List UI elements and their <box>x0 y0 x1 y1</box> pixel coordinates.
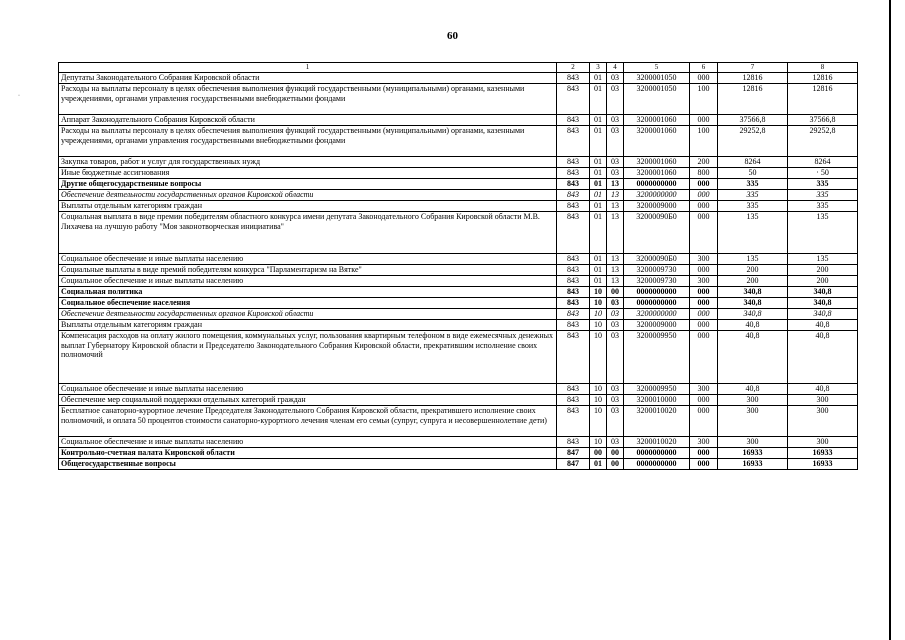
row-sum-1: 335 <box>718 190 788 201</box>
table-row <box>59 448 858 459</box>
row-target: 3200000000 <box>624 190 690 201</box>
row-section: 10 <box>590 395 607 406</box>
row-subsection: 13 <box>607 201 624 212</box>
row-subsection: 03 <box>607 73 624 84</box>
row-target: 0000000000 <box>624 179 690 190</box>
row-expense-type: 000 <box>690 287 718 298</box>
row-subsection: 03 <box>607 437 624 448</box>
scan-speck: · <box>18 93 20 99</box>
row-target: 3200009950 <box>624 384 690 395</box>
row-sum-2: 200 <box>788 265 858 276</box>
row-sum-2: 200 <box>788 276 858 287</box>
table-row <box>59 179 858 190</box>
row-expense-type: 000 <box>690 309 718 320</box>
row-section: 01 <box>590 168 607 179</box>
table-row <box>59 126 858 157</box>
row-grbs: 843 <box>557 115 590 126</box>
row-grbs: 843 <box>557 190 590 201</box>
row-expense-type: 000 <box>690 73 718 84</box>
row-name: Социальная политика <box>59 287 557 298</box>
row-subsection: 03 <box>607 115 624 126</box>
row-name: Закупка товаров, работ и услуг для государственных нужд <box>59 157 557 168</box>
row-subsection: 03 <box>607 168 624 179</box>
table-row <box>59 331 858 384</box>
row-sum-2: 12816 <box>788 73 858 84</box>
row-grbs: 843 <box>557 331 590 384</box>
row-expense-type: 000 <box>690 265 718 276</box>
row-subsection: 13 <box>607 179 624 190</box>
row-name: Социальная выплата в виде премии победителям областного конкурса имени депутата Законодательного Собрания Кировской области М.В. Лихачева на лучшую работу "Моя законотворческая инициатива" <box>59 212 557 254</box>
row-sum-1: 12816 <box>718 84 788 115</box>
row-subsection: 03 <box>607 331 624 384</box>
budget-table <box>58 62 858 470</box>
row-target: 3200001060 <box>624 157 690 168</box>
row-name: Аппарат Законодательного Собрания Кировской области <box>59 115 557 126</box>
row-target: 3200001050 <box>624 84 690 115</box>
row-sum-1: 8264 <box>718 157 788 168</box>
row-expense-type: 000 <box>690 179 718 190</box>
row-sum-1: 200 <box>718 276 788 287</box>
row-grbs: 847 <box>557 448 590 459</box>
row-sum-2: · 50 <box>788 168 858 179</box>
page-number: 60 <box>447 30 458 42</box>
row-section: 10 <box>590 384 607 395</box>
row-sum-1: 335 <box>718 179 788 190</box>
table-row <box>59 265 858 276</box>
row-target: 0000000000 <box>624 287 690 298</box>
row-expense-type: 000 <box>690 201 718 212</box>
row-grbs: 843 <box>557 212 590 254</box>
row-name: Социальное обеспечение и иные выплаты населению <box>59 254 557 265</box>
row-grbs: 847 <box>557 459 590 470</box>
row-grbs: 843 <box>557 126 590 157</box>
row-sum-2: 40,8 <box>788 331 858 384</box>
row-subsection: 03 <box>607 384 624 395</box>
row-sum-1: 40,8 <box>718 331 788 384</box>
row-expense-type: 000 <box>690 448 718 459</box>
row-grbs: 843 <box>557 320 590 331</box>
row-grbs: 843 <box>557 73 590 84</box>
row-target: 32000090Б0 <box>624 254 690 265</box>
row-name: Другие общегосударственные вопросы <box>59 179 557 190</box>
row-grbs: 843 <box>557 84 590 115</box>
row-section: 01 <box>590 84 607 115</box>
row-subsection: 13 <box>607 276 624 287</box>
row-expense-type: 000 <box>690 395 718 406</box>
row-subsection: 13 <box>607 265 624 276</box>
row-section: 01 <box>590 179 607 190</box>
row-sum-2: 340,8 <box>788 287 858 298</box>
row-sum-2: 135 <box>788 212 858 254</box>
row-target: 3200001050 <box>624 73 690 84</box>
col-header-6: 6 <box>690 63 718 73</box>
row-name: Бесплатное санаторно-курортное лечение Председателя Законодательного Собрания Кировской области, прекратившего исполнение своих полномочий, и оплата 50 процентов стоимости санаторно-курортного лечения членам его семьи (супруг, супруга и несовершеннолетние дети) <box>59 406 557 437</box>
row-sum-1: 12816 <box>718 73 788 84</box>
row-grbs: 843 <box>557 254 590 265</box>
row-sum-1: 340,8 <box>718 298 788 309</box>
row-section: 01 <box>590 115 607 126</box>
row-sum-2: 12816 <box>788 84 858 115</box>
row-target: 0000000000 <box>624 448 690 459</box>
row-name: Иные бюджетные ассигнования <box>59 168 557 179</box>
table-row <box>59 157 858 168</box>
row-name: Обеспечение мер социальной поддержки отдельных категорий граждан <box>59 395 557 406</box>
row-subsection: 03 <box>607 320 624 331</box>
row-subsection: 03 <box>607 84 624 115</box>
row-subsection: 13 <box>607 254 624 265</box>
row-section: 01 <box>590 190 607 201</box>
row-section: 10 <box>590 309 607 320</box>
row-expense-type: 300 <box>690 254 718 265</box>
row-expense-type: 000 <box>690 212 718 254</box>
row-target: 3200010000 <box>624 395 690 406</box>
row-sum-1: 37566,8 <box>718 115 788 126</box>
row-sum-2: 340,8 <box>788 309 858 320</box>
row-sum-1: 300 <box>718 406 788 437</box>
row-section: 01 <box>590 276 607 287</box>
table-row <box>59 190 858 201</box>
row-sum-2: 8264 <box>788 157 858 168</box>
row-sum-1: 335 <box>718 201 788 212</box>
row-grbs: 843 <box>557 395 590 406</box>
row-sum-1: 135 <box>718 212 788 254</box>
row-sum-1: 40,8 <box>718 384 788 395</box>
row-target: 3200009000 <box>624 320 690 331</box>
table-row <box>59 320 858 331</box>
row-target: 3200001060 <box>624 126 690 157</box>
row-grbs: 843 <box>557 157 590 168</box>
row-sum-2: 40,8 <box>788 384 858 395</box>
row-subsection: 03 <box>607 126 624 157</box>
row-expense-type: 000 <box>690 298 718 309</box>
row-target: 0000000000 <box>624 459 690 470</box>
row-sum-1: 300 <box>718 437 788 448</box>
row-sum-2: 335 <box>788 190 858 201</box>
row-name: Депутаты Законодательного Собрания Кировской области <box>59 73 557 84</box>
row-expense-type: 800 <box>690 168 718 179</box>
col-header-4: 4 <box>607 63 624 73</box>
row-sum-2: 40,8 <box>788 320 858 331</box>
row-section: 10 <box>590 287 607 298</box>
col-header-1: 1 <box>59 63 557 73</box>
row-target: 3200009950 <box>624 331 690 384</box>
row-target: 3200000000 <box>624 309 690 320</box>
col-header-3: 3 <box>590 63 607 73</box>
row-subsection: 03 <box>607 309 624 320</box>
row-sum-1: 340,8 <box>718 309 788 320</box>
row-sum-2: 300 <box>788 395 858 406</box>
row-subsection: 13 <box>607 190 624 201</box>
row-name: Выплаты отдельным категориям граждан <box>59 320 557 331</box>
row-grbs: 843 <box>557 298 590 309</box>
row-section: 10 <box>590 320 607 331</box>
row-subsection: 03 <box>607 395 624 406</box>
row-target: 0000000000 <box>624 298 690 309</box>
row-expense-type: 000 <box>690 331 718 384</box>
row-grbs: 843 <box>557 384 590 395</box>
row-target: 32000090Б0 <box>624 212 690 254</box>
row-section: 10 <box>590 331 607 384</box>
row-section: 01 <box>590 201 607 212</box>
row-sum-2: 135 <box>788 254 858 265</box>
row-sum-2: 16933 <box>788 448 858 459</box>
table-row <box>59 437 858 448</box>
row-sum-1: 340,8 <box>718 287 788 298</box>
table-row <box>59 168 858 179</box>
row-target: 3200009730 <box>624 276 690 287</box>
row-section: 01 <box>590 254 607 265</box>
row-name: Контрольно-счетная палата Кировской области <box>59 448 557 459</box>
table-header-row <box>59 63 858 73</box>
row-expense-type: 000 <box>690 115 718 126</box>
col-header-2: 2 <box>557 63 590 73</box>
scan-edge-line <box>889 0 891 640</box>
row-subsection: 00 <box>607 287 624 298</box>
row-section: 01 <box>590 212 607 254</box>
col-header-7: 7 <box>718 63 788 73</box>
row-target: 3200009730 <box>624 265 690 276</box>
row-name: Социальное обеспечение и иные выплаты населению <box>59 276 557 287</box>
table-row <box>59 459 858 470</box>
table-row <box>59 212 858 254</box>
row-subsection: 03 <box>607 157 624 168</box>
row-target: 3200009000 <box>624 201 690 212</box>
col-header-8: 8 <box>788 63 858 73</box>
row-section: 01 <box>590 157 607 168</box>
row-section: 01 <box>590 265 607 276</box>
row-expense-type: 000 <box>690 459 718 470</box>
row-name: Расходы на выплаты персоналу в целях обеспечения выполнения функций государственными (муниципальными) органами, казенными учреждениями, органами управления государственными внебюджетными фондами <box>59 84 557 115</box>
table-row <box>59 254 858 265</box>
row-sum-2: 37566,8 <box>788 115 858 126</box>
row-name: Социальные выплаты в виде премий победителям конкурса "Парламентаризм на Вятке" <box>59 265 557 276</box>
row-section: 01 <box>590 459 607 470</box>
row-sum-1: 135 <box>718 254 788 265</box>
table-row <box>59 84 858 115</box>
row-grbs: 843 <box>557 168 590 179</box>
row-section: 01 <box>590 73 607 84</box>
row-name: Социальное обеспечение населения <box>59 298 557 309</box>
row-target: 3200001060 <box>624 168 690 179</box>
row-grbs: 843 <box>557 179 590 190</box>
row-sum-1: 29252,8 <box>718 126 788 157</box>
table-row <box>59 395 858 406</box>
row-name: Расходы на выплаты персоналу в целях обеспечения выполнения функций государственными (муниципальными) органами, казенными учреждениями, органами управления государственными внебюджетными фондами <box>59 126 557 157</box>
row-expense-type: 100 <box>690 126 718 157</box>
row-sum-2: 16933 <box>788 459 858 470</box>
row-sum-2: 300 <box>788 437 858 448</box>
row-name: Выплаты отдельным категориям граждан <box>59 201 557 212</box>
row-sum-1: 300 <box>718 395 788 406</box>
table-row <box>59 384 858 395</box>
row-sum-2: 300 <box>788 406 858 437</box>
row-subsection: 03 <box>607 298 624 309</box>
row-grbs: 843 <box>557 201 590 212</box>
row-name: Обеспечение деятельности государственных органов Кировской области <box>59 309 557 320</box>
row-sum-1: 16933 <box>718 459 788 470</box>
row-section: 00 <box>590 448 607 459</box>
row-expense-type: 000 <box>690 406 718 437</box>
row-target: 3200010020 <box>624 437 690 448</box>
row-sum-2: 335 <box>788 179 858 190</box>
table-row <box>59 115 858 126</box>
row-grbs: 843 <box>557 309 590 320</box>
row-name: Социальное обеспечение и иные выплаты населению <box>59 384 557 395</box>
row-sum-2: 340,8 <box>788 298 858 309</box>
row-sum-1: 200 <box>718 265 788 276</box>
row-expense-type: 100 <box>690 84 718 115</box>
row-target: 3200010020 <box>624 406 690 437</box>
row-name: Обеспечение деятельности государственных органов Кировской области <box>59 190 557 201</box>
row-name: Компенсация расходов на оплату жилого помещения, коммунальных услуг, пользования квартирным телефоном в виде ежемесячных денежных выплат Губернатору Кировской области и Председателю Законодательного Собрания Кировской области, прекратившим исполнение своих полномочий <box>59 331 557 384</box>
row-grbs: 843 <box>557 265 590 276</box>
row-expense-type: 300 <box>690 384 718 395</box>
row-subsection: 00 <box>607 448 624 459</box>
row-expense-type: 300 <box>690 276 718 287</box>
col-header-5: 5 <box>624 63 690 73</box>
row-subsection: 13 <box>607 212 624 254</box>
row-section: 01 <box>590 126 607 157</box>
row-expense-type: 300 <box>690 437 718 448</box>
table-row <box>59 298 858 309</box>
row-name: Социальное обеспечение и иные выплаты населению <box>59 437 557 448</box>
table-row <box>59 73 858 84</box>
row-expense-type: 200 <box>690 157 718 168</box>
row-sum-1: 40,8 <box>718 320 788 331</box>
row-sum-2: 29252,8 <box>788 126 858 157</box>
row-sum-2: 335 <box>788 201 858 212</box>
row-subsection: 03 <box>607 406 624 437</box>
row-grbs: 843 <box>557 276 590 287</box>
row-section: 10 <box>590 298 607 309</box>
row-section: 10 <box>590 406 607 437</box>
row-expense-type: 000 <box>690 320 718 331</box>
table-row <box>59 309 858 320</box>
row-expense-type: 000 <box>690 190 718 201</box>
row-grbs: 843 <box>557 437 590 448</box>
row-sum-1: 50 <box>718 168 788 179</box>
table-row <box>59 406 858 437</box>
row-name: Общегосударственные вопросы <box>59 459 557 470</box>
row-grbs: 843 <box>557 287 590 298</box>
row-sum-1: 16933 <box>718 448 788 459</box>
row-target: 3200001060 <box>624 115 690 126</box>
row-grbs: 843 <box>557 406 590 437</box>
row-subsection: 00 <box>607 459 624 470</box>
row-section: 10 <box>590 437 607 448</box>
table-row <box>59 276 858 287</box>
table-body <box>59 73 858 470</box>
table-row <box>59 287 858 298</box>
table-row <box>59 201 858 212</box>
